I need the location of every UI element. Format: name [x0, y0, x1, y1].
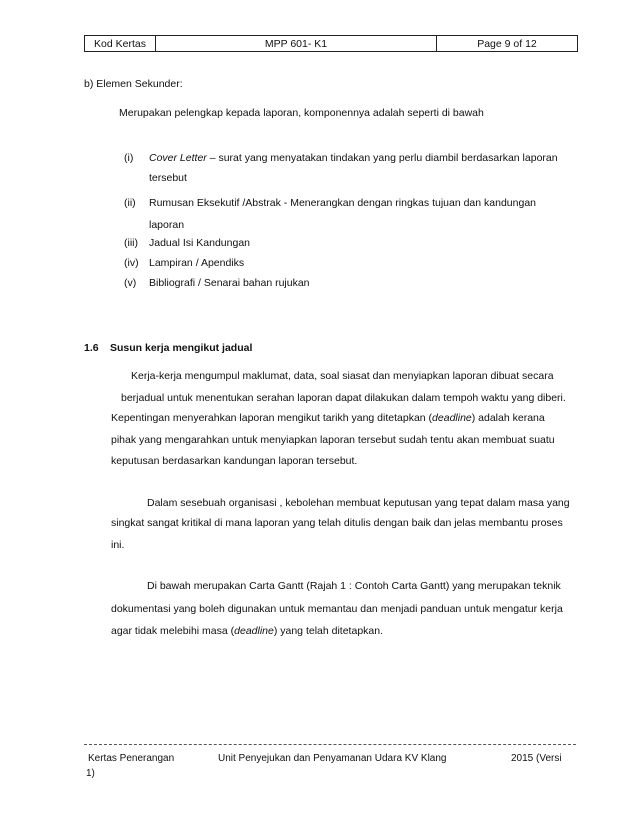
list-item-text: Bibliografi / Senarai bahan rujukan	[149, 277, 310, 289]
cover-letter-term: Cover Letter	[149, 152, 207, 164]
list-item-text: Lampiran / Apendiks	[149, 257, 245, 269]
paragraph-line: ini.	[111, 539, 125, 551]
footer-left: Kertas Penerangan	[88, 753, 175, 764]
list-item-text-cont: laporan	[149, 219, 185, 231]
header-code-value: MPP 601- K1	[156, 36, 437, 51]
list-item-number: (i)	[124, 152, 134, 164]
section-title: Susun kerja mengikut jadual	[110, 342, 253, 354]
list-item-number: (iv)	[124, 257, 139, 269]
paragraph-line: Dalam sesebuah organisasi , kebolehan membuat keputusan yang tepat dalam masa yang	[147, 497, 570, 509]
header-code-label: Kod Kertas	[85, 36, 156, 51]
list-item-text: Rumusan Eksekutif /Abstrak - Menerangkan dengan ringkas tujuan dan kandungan	[149, 197, 536, 209]
paragraph-line: Kerja-kerja mengumpul maklumat, data, soal siasat dan menyiapkan laporan dibuat secara	[131, 370, 554, 382]
paragraph-line: pihak yang mengarahkan untuk menyiapkan laporan tersebut sudah tentu akan membuat suatu	[111, 434, 555, 446]
footer-divider	[84, 744, 576, 745]
list-item-text: Cover Letter – surat yang menyatakan tindakan yang perlu diambil berdasarkan laporan	[149, 152, 558, 164]
list-item-text: Jadual Isi Kandungan	[149, 237, 250, 249]
deadline-term: deadline	[234, 625, 274, 637]
list-item-text-cont: tersebut	[149, 172, 187, 184]
deadline-term: deadline	[432, 412, 472, 424]
footer-continuation: 1)	[86, 768, 95, 779]
paragraph-line: Di bawah merupakan Carta Gantt (Rajah 1 : Contoh Carta Gantt) yang merupakan teknik	[147, 580, 561, 592]
section-b-heading: b) Elemen Sekunder:	[84, 78, 183, 90]
paragraph-line: agar tidak melebihi masa (deadline) yang telah ditetapkan.	[111, 625, 384, 637]
list-item-number: (ii)	[124, 197, 136, 209]
section-number: 1.6	[84, 342, 99, 354]
list-item-number: (v)	[124, 277, 137, 289]
paragraph-line: dokumentasi yang boleh digunakan untuk memantau dan menjadi panduan untuk mengatur kerja	[111, 603, 563, 615]
paragraph-line: Kepentingan menyerahkan laporan mengikut tarikh yang ditetapkan (deadline) adalah kerana	[111, 412, 545, 424]
paragraph-line: keputusan berdasarkan kandungan laporan tersebut.	[111, 455, 358, 467]
list-item-number: (iii)	[124, 237, 138, 249]
paragraph-line: berjadual untuk menentukan serahan laporan dapat dilakukan dalam tempoh waktu yang diberi.	[121, 392, 566, 404]
header-table	[84, 35, 578, 52]
section-b-intro: Merupakan pelengkap kepada laporan, komponennya adalah seperti di bawah	[119, 107, 484, 119]
footer-center: Unit Penyejukan dan Penyamanan Udara KV Klang	[218, 753, 447, 764]
paragraph-line: singkat sangat kritikal di mana laporan yang telah ditulis dengan baik dan jelas membantu proses	[111, 517, 563, 529]
footer-right: 2015 (Versi	[511, 753, 562, 764]
header-page-number: Page 9 of 12	[477, 37, 537, 50]
